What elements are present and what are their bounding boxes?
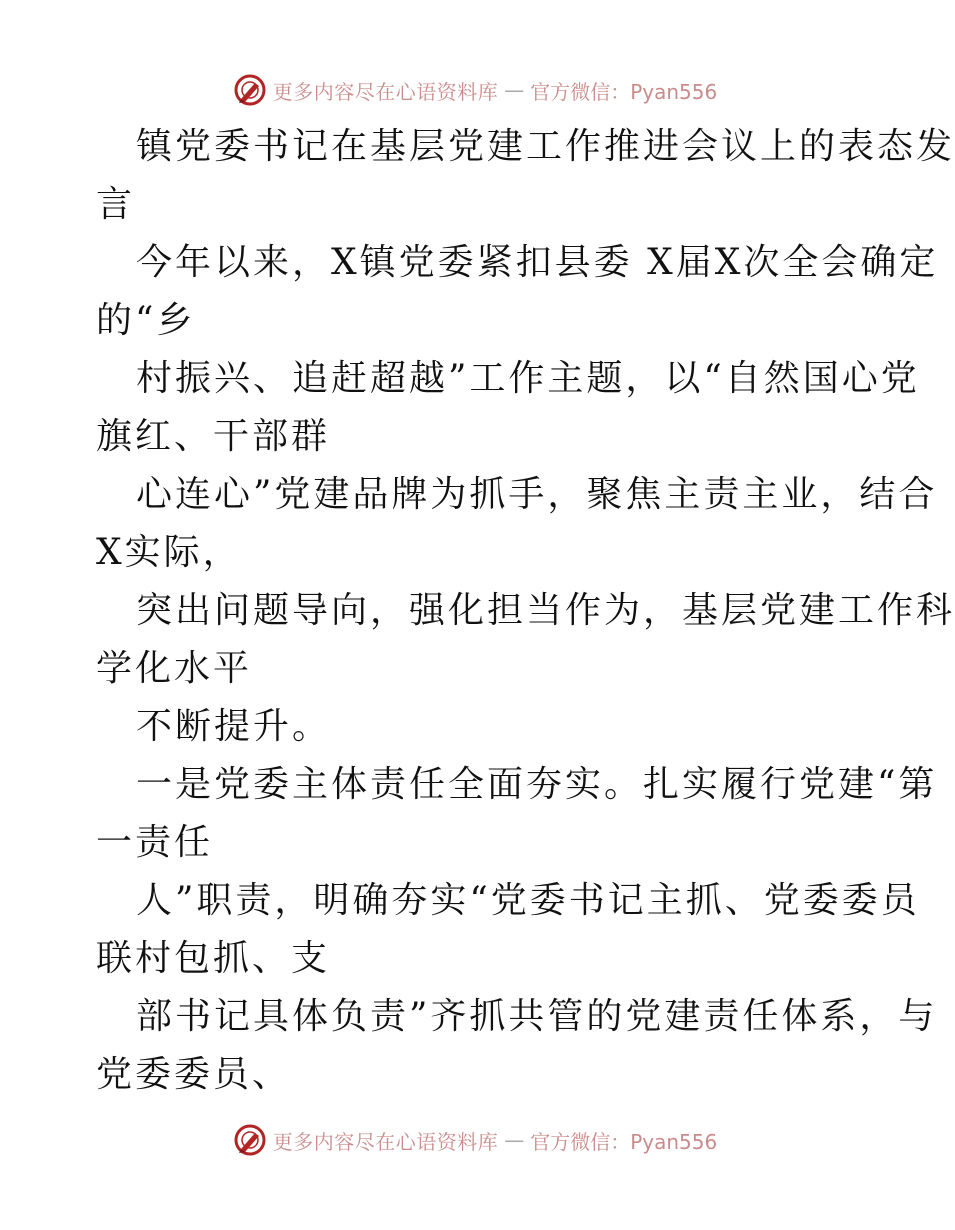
banner-library-text: 更多内容尽在心语资料库 [272,79,499,104]
banner-wechat-text: 官方微信：Pyan556 [530,1129,718,1154]
text-line: 党委委员、 [96,1054,292,1095]
text-line: 的“乡 [96,300,196,341]
banner-separator: — [504,1128,525,1152]
header-banner [0,70,950,110]
title-line-1: 镇党委书记在基层党建工作推进会议上的表态发 [136,126,955,167]
text-line: 不断提升。 [136,706,332,747]
text-line: X实际， [96,532,242,573]
banner-separator: — [504,78,525,102]
text-line: 部书记具体负责”齐抓共管的党建责任体系，与 [136,996,938,1037]
document-body [96,118,955,1104]
text-line: 突出问题导向，强化担当作为，基层党建工作科 [136,590,955,631]
text-line: 一是党委主体责任全面夯实。扎实履行党建“第 [136,764,938,805]
banner-wechat-text: 官方微信：Pyan556 [530,79,718,104]
text-line: 学化水平 [96,648,253,689]
footer-banner [0,1120,950,1160]
text-line: 联村包抓、支 [96,938,331,979]
title-line-2: 言 [96,184,136,225]
banner-library-text: 更多内容尽在心语资料库 [272,1129,499,1154]
text-line: 村振兴、追赶超越”工作主题，以“自然国心党 [136,358,920,399]
text-line: 旗红、干部群 [96,416,331,457]
text-line: 人”职责，明确夯实“党委书记主抓、党委委员 [136,880,920,921]
text-line: 今年以来，X镇党委紧扣县委 X届X次全会确定 [136,242,939,283]
pen-logo-icon [233,1123,267,1157]
text-line: 心连心”党建品牌为抓手，聚焦主责主业，结合 [136,474,938,515]
text-line: 一责任 [96,822,214,863]
pen-logo-icon [233,73,267,107]
